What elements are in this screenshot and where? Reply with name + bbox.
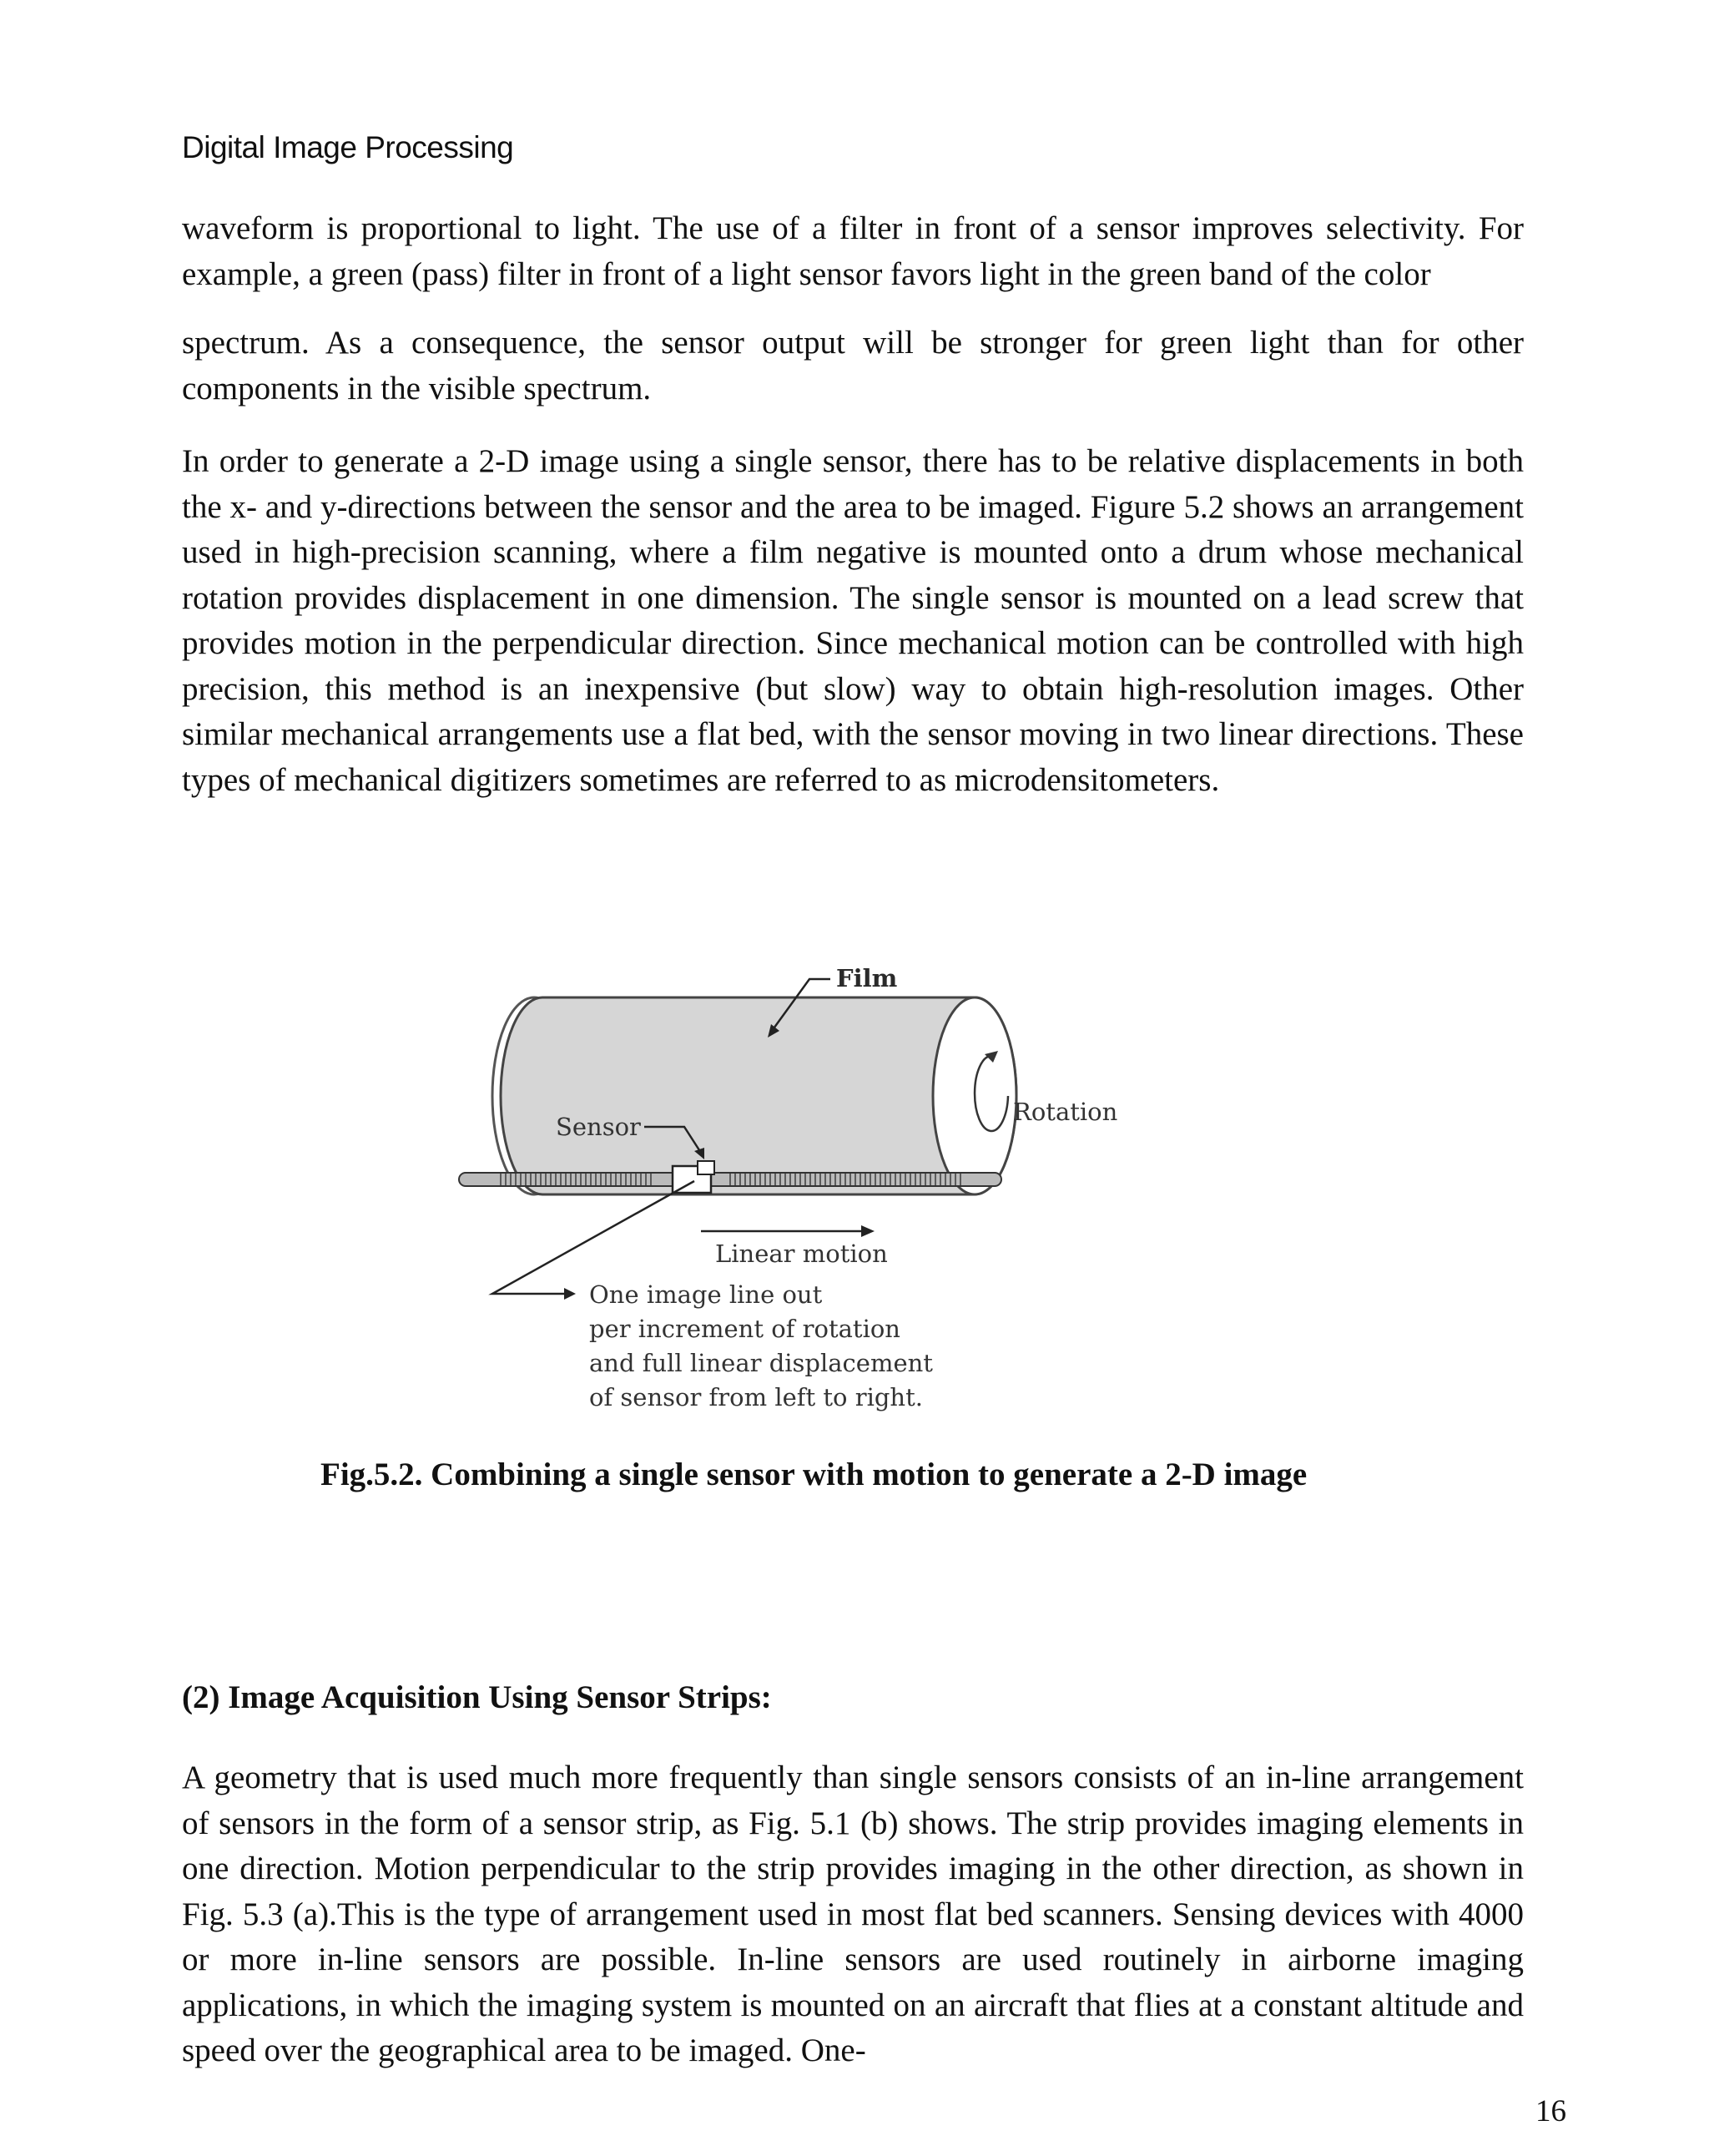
output-label-line-3: and full linear displacement [589, 1349, 933, 1377]
running-header: Digital Image Processing [182, 130, 514, 164]
figure-caption: Fig.5.2. Combining a single sensor with motion to generate a 2-D image [320, 1457, 1308, 1492]
paragraph-2: In order to generate a 2-D image using a single sensor, there has to be relative displacements in both the x- and y-directions between the sensor and the area to be imaged. Figure 5.2 shows an arrangement used in high-precision scanning, where a film negative is mounted onto a drum whose mechanical rotation provides displacement in one dimension. The single sensor is mounted on a lead screw that provides motion in the perpendicular direction. Since mechanical motion can be controlled with high precision, this method is an inexpensive (but slow) way to obtain high-resolution images. Other similar mechanical arrangements use a flat bed, with the sensor moving in two linear directions. These types of mechanical digitizers sometimes are referred to as microdensitometers. [182, 443, 1524, 798]
output-label-line-2: per increment of rotation [589, 1315, 900, 1343]
paragraph-1a: waveform is proportional to light. The use of a filter in front of a sensor improves selectivity. For example, a green (pass) filter in front of a light sensor favors light in the green band of the color [182, 210, 1524, 292]
linear-motion-label: Linear motion [715, 1240, 888, 1268]
rotation-label: Rotation [1013, 1098, 1118, 1126]
section-heading: (2) Image Acquisition Using Sensor Strips: [182, 1679, 772, 1715]
paragraph-1b: spectrum. As a consequence, the sensor output will be stronger for green light than for other components in the visible spectrum. [182, 325, 1524, 406]
page-number: 16 [1535, 2094, 1566, 2128]
output-label-line-4: of sensor from left to right. [589, 1383, 923, 1411]
output-label-line-1: One image line out [589, 1280, 823, 1309]
film-label: Film [836, 964, 898, 992]
paragraph-3: A geometry that is used much more frequently than single sensors consists of an in-line arrangement of sensors in the form of a sensor strip, as Fig. 5.1 (b) shows. The strip provides imaging elements in one direction. Motion perpendicular to the strip provides imaging in the other direction, as shown in Fig. 5.3 (a).This is the type of arrangement used in most flat bed scanners. Sensing devices with 4000 or more in-line sensors are possible. In-line sensors are used routinely in airborne imaging applications, in which the imaging system is mounted on an aircraft that flies at a constant altitude and speed over the geographical area to be imaged. One- [182, 1760, 1524, 2068]
sensor-label: Sensor [556, 1113, 641, 1141]
output-pointer [492, 1181, 694, 1294]
figure-drum-scanner [451, 947, 1152, 1427]
